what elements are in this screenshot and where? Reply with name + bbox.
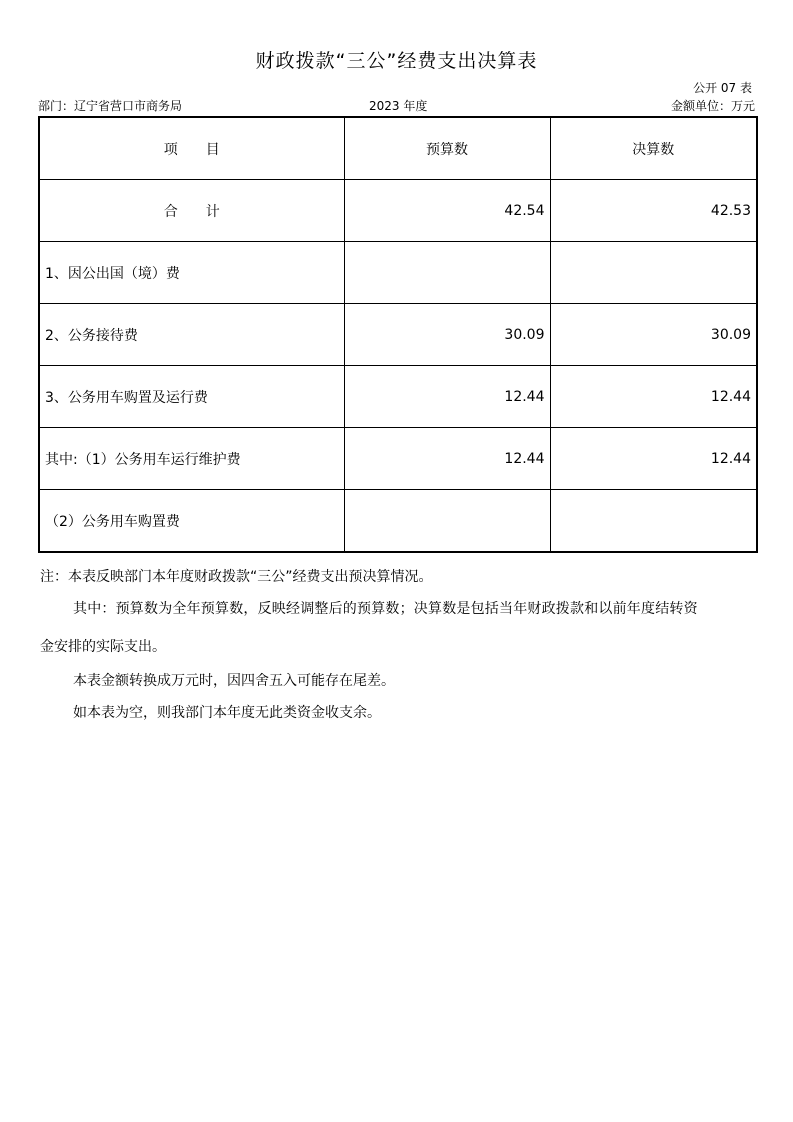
header-item: 项 目 (39, 117, 344, 180)
row-actual: 30.09 (550, 304, 757, 366)
note-line: 本表金额转换成万元时，因四舍五入可能存在尾差。 (73, 673, 395, 689)
row-item: 3、公务用车购置及运行费 (39, 366, 344, 428)
row-budget: 30.09 (344, 304, 550, 366)
row-budget: 12.44 (344, 428, 550, 490)
header-budget: 预算数 (344, 117, 550, 180)
note-line: 其中：预算数为全年预算数，反映经调整后的预算数；决算数是包括当年财政拨款和以前年度结转资 (73, 601, 698, 617)
row-budget (344, 490, 550, 553)
note-line: 金安排的实际支出。 (40, 639, 166, 655)
unit-label: 金额单位：万元 (670, 99, 755, 113)
row-actual: 42.53 (550, 180, 757, 242)
table-row (39, 428, 757, 490)
row-item: （2）公务用车购置费 (39, 490, 344, 553)
year-label: 2023 年度 (369, 99, 428, 113)
meta-row (38, 97, 755, 113)
table-header-row (39, 117, 757, 180)
note-line: 如本表为空，则我部门本年度无此类资金收支余。 (73, 705, 381, 721)
row-budget: 42.54 (344, 180, 550, 242)
notes-section (40, 566, 760, 722)
table-row (39, 366, 757, 428)
note-line: 注：本表反映部门本年度财政拨款“三公”经费支出预决算情况。 (40, 569, 433, 585)
department-label: 部门：辽宁省营口市商务局 (38, 99, 183, 113)
table-row-total (39, 180, 757, 242)
row-actual (550, 242, 757, 304)
row-budget: 12.44 (344, 366, 550, 428)
header-actual: 决算数 (550, 117, 757, 180)
table-row (39, 304, 757, 366)
table-row (39, 242, 757, 304)
row-actual: 12.44 (550, 428, 757, 490)
form-code: 公开 07 表 (693, 81, 752, 95)
row-actual: 12.44 (550, 366, 757, 428)
table-row (39, 490, 757, 553)
row-item: 其中:（1）公务用车运行维护费 (39, 428, 344, 490)
row-item: 2、公务接待费 (39, 304, 344, 366)
expense-table (38, 116, 758, 553)
row-item: 1、因公出国（境）费 (39, 242, 344, 304)
row-item: 合 计 (39, 180, 344, 242)
row-budget (344, 242, 550, 304)
row-actual (550, 490, 757, 553)
page-title: 财政拨款“三公”经费支出决算表 (255, 50, 538, 72)
